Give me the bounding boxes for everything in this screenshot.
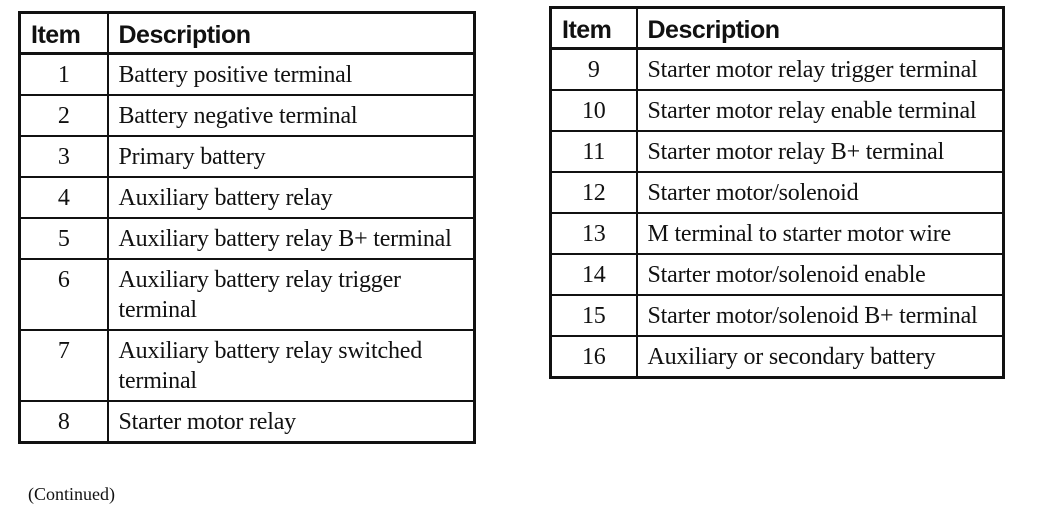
legend-table-right: [549, 6, 1005, 379]
table-row: [20, 54, 475, 96]
item-number: 13: [551, 213, 637, 254]
item-description: Starter motor relay: [108, 401, 475, 443]
item-description: Battery negative terminal: [108, 95, 475, 136]
continued-note: (Continued): [28, 484, 115, 504]
table-row: [551, 172, 1004, 213]
item-number: 14: [551, 254, 637, 295]
item-description: Starter motor/solenoid enable: [637, 254, 1004, 295]
item-number: 3: [20, 136, 108, 177]
table-row: [551, 254, 1004, 295]
item-number: 7: [20, 330, 108, 401]
table-row: [20, 259, 475, 330]
table-row: [551, 49, 1004, 91]
column-header-item: Item: [551, 8, 637, 49]
table-row: [20, 136, 475, 177]
table-row: [551, 90, 1004, 131]
column-header-item: Item: [20, 13, 108, 54]
header-row: [551, 8, 1004, 49]
item-description: Starter motor relay enable terminal: [637, 90, 1004, 131]
item-number: 10: [551, 90, 637, 131]
item-number: 11: [551, 131, 637, 172]
table-row: [20, 330, 475, 401]
header-row: [20, 13, 475, 54]
item-number: 2: [20, 95, 108, 136]
column-header-description: Description: [637, 8, 1004, 49]
item-number: 6: [20, 259, 108, 330]
legend-table-left: [18, 11, 476, 444]
item-description: Auxiliary battery relay switched terminal: [108, 330, 475, 401]
item-number: 1: [20, 54, 108, 96]
item-number: 16: [551, 336, 637, 378]
table-row: [20, 95, 475, 136]
item-description: M terminal to starter motor wire: [637, 213, 1004, 254]
table-row: [20, 401, 475, 443]
item-description: Auxiliary battery relay trigger terminal: [108, 259, 475, 330]
item-description: Auxiliary battery relay: [108, 177, 475, 218]
item-description: Starter motor/solenoid B+ terminal: [637, 295, 1004, 336]
item-number: 4: [20, 177, 108, 218]
item-description: Starter motor/solenoid: [637, 172, 1004, 213]
item-description: Auxiliary battery relay B+ terminal: [108, 218, 475, 259]
table-row: [551, 295, 1004, 336]
table-row: [20, 177, 475, 218]
item-description: Starter motor relay B+ terminal: [637, 131, 1004, 172]
item-number: 8: [20, 401, 108, 443]
item-description: Battery positive terminal: [108, 54, 475, 96]
item-description: Auxiliary or secondary battery: [637, 336, 1004, 378]
column-header-description: Description: [108, 13, 475, 54]
table-row: [551, 131, 1004, 172]
item-number: 12: [551, 172, 637, 213]
item-description: Primary battery: [108, 136, 475, 177]
table-row: [551, 336, 1004, 378]
item-number: 15: [551, 295, 637, 336]
table-row: [551, 213, 1004, 254]
item-number: 9: [551, 49, 637, 91]
item-number: 5: [20, 218, 108, 259]
item-description: Starter motor relay trigger terminal: [637, 49, 1004, 91]
table-row: [20, 218, 475, 259]
